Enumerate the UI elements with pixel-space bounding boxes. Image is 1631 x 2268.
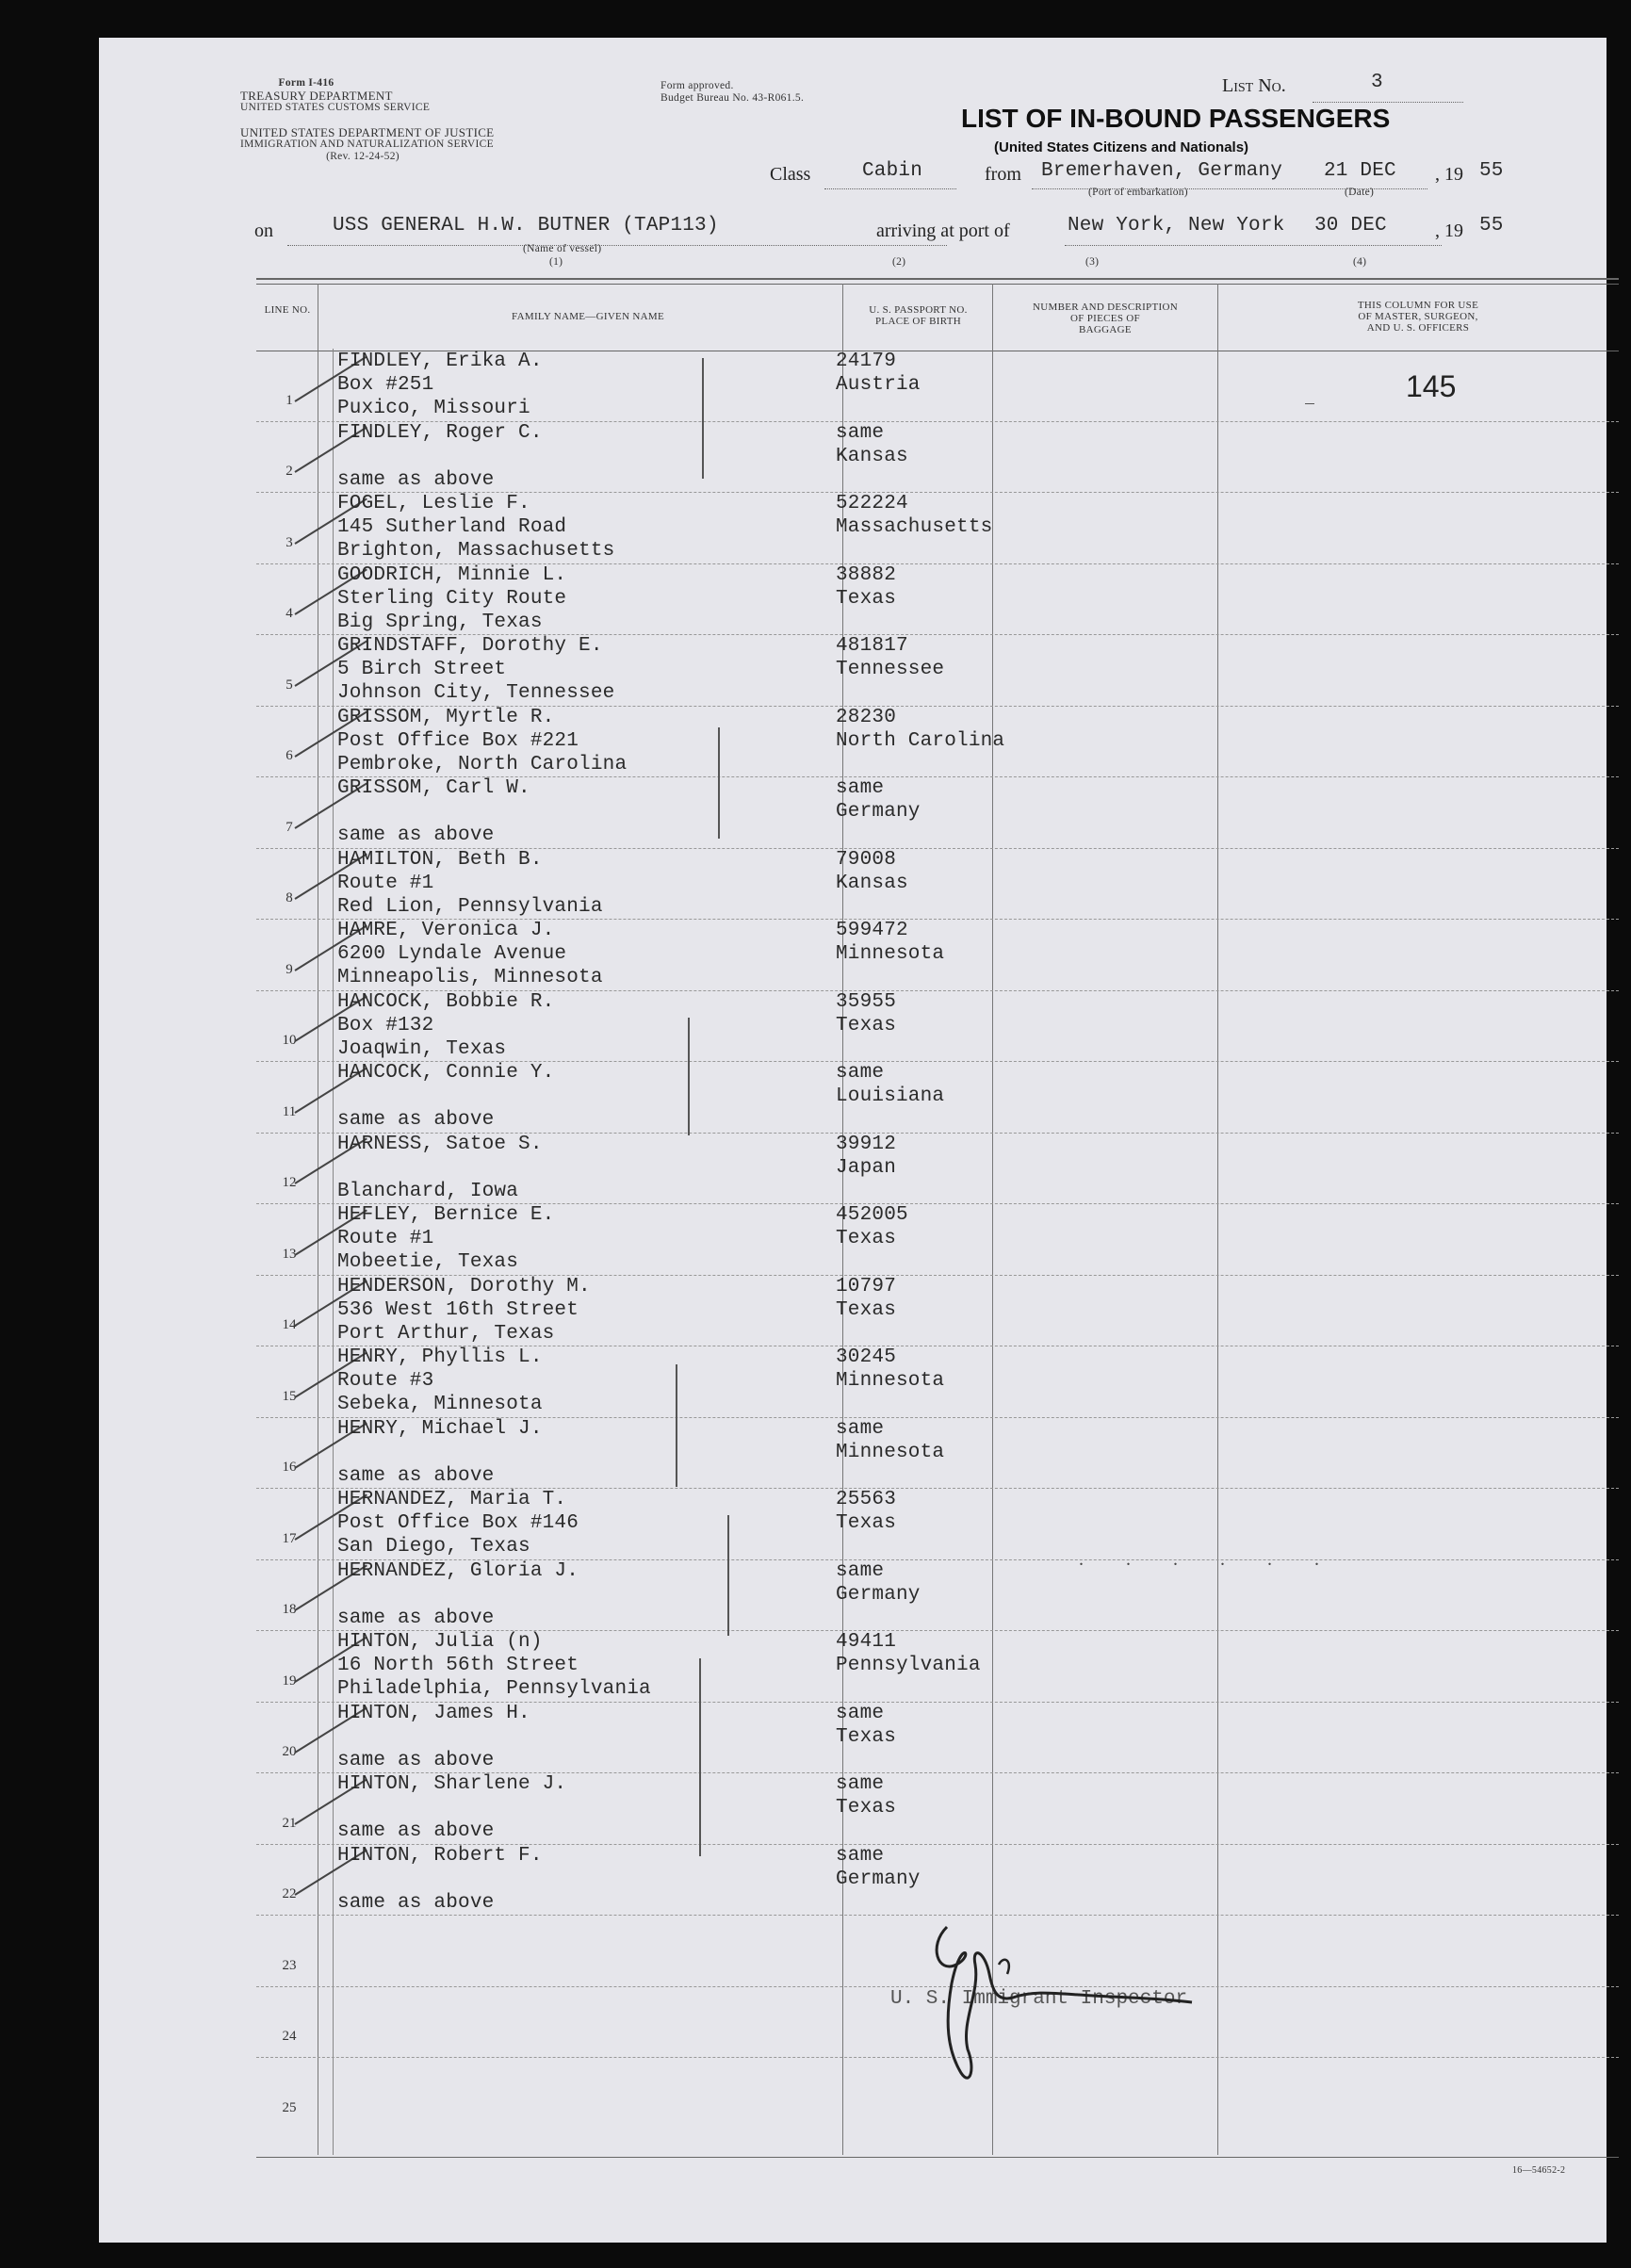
name-line-1: HANCOCK, Bobbie R. <box>337 990 555 1013</box>
passport-number: same <box>836 1702 885 1724</box>
justice-label: UNITED STATES DEPARTMENT OF JUSTICE <box>240 125 495 139</box>
arrive-date-value: 30 DEC <box>1314 215 1387 237</box>
table-row <box>99 634 1607 706</box>
year-prefix: , 19 <box>1435 164 1463 185</box>
passport-number: 452005 <box>836 1204 908 1226</box>
name-line-3: Mobeetie, Texas <box>337 1251 519 1273</box>
passport-number: same <box>836 1844 885 1867</box>
line-number: 20 <box>282 1744 297 1759</box>
place-of-birth: Germany <box>836 1868 921 1890</box>
name-line-1: HINTON, Sharlene J. <box>337 1773 567 1795</box>
col-header-line-no: LINE NO. <box>264 304 311 316</box>
passport-number: 30245 <box>836 1346 897 1368</box>
table-row <box>99 1986 1607 2058</box>
passport-number: same <box>836 1417 885 1440</box>
name-line-3: Red Lion, Pennsylvania <box>337 895 603 918</box>
table-row <box>99 492 1607 563</box>
line-number: 5 <box>285 677 293 693</box>
family-bracket <box>676 1364 677 1487</box>
inspector-signature <box>909 1908 1220 2119</box>
place-of-birth: Texas <box>836 1014 897 1036</box>
name-line-1: HERNANDEZ, Gloria J. <box>337 1559 579 1582</box>
place-of-birth: Minnesota <box>836 943 945 965</box>
name-line-2: Post Office Box #146 <box>337 1512 579 1534</box>
budget-bureau: Budget Bureau No. 43-R061.5. <box>661 92 805 104</box>
family-bracket <box>702 358 704 479</box>
name-line-2: 145 Sutherland Road <box>337 516 567 538</box>
manifest-page <box>99 38 1607 2243</box>
passport-number: 35955 <box>836 990 897 1013</box>
col-header-officer-2: OF MASTER, SURGEON, <box>1358 311 1478 322</box>
name-line-1: HINTON, Julia (n) <box>337 1631 543 1653</box>
name-line-1: FINDLEY, Erika A. <box>337 351 543 372</box>
col-header-baggage-3: BAGGAGE <box>1079 324 1132 335</box>
agency-block <box>240 77 431 114</box>
arrive-year-prefix: , 19 <box>1435 220 1463 241</box>
passport-number: 481817 <box>836 635 908 657</box>
passport-number: 79008 <box>836 848 897 871</box>
passport-number: 599472 <box>836 920 908 941</box>
name-line-2: Post Office Box #221 <box>337 729 579 752</box>
line-number: 4 <box>285 606 293 621</box>
header-rule <box>256 284 1619 285</box>
place-of-birth: Texas <box>836 1298 897 1321</box>
name-line-2: 5 Birch Street <box>337 659 507 680</box>
table-row <box>99 1702 1607 1773</box>
passport-number: 522224 <box>836 493 908 514</box>
line-number: 8 <box>285 890 293 906</box>
table-row <box>99 990 1607 1062</box>
line-number: 17 <box>282 1530 297 1546</box>
name-line-1: GRISSOM, Carl W. <box>337 777 530 799</box>
col-header-passport-1: U. S. PASSPORT NO. <box>869 304 968 316</box>
passport-number: same <box>836 1062 885 1084</box>
name-line-3: same as above <box>337 1749 495 1771</box>
justice-block <box>240 125 495 163</box>
line-number: 22 <box>282 1886 297 1901</box>
family-bracket <box>727 1515 729 1636</box>
place-of-birth: Tennessee <box>836 659 945 680</box>
name-line-3: same as above <box>337 1464 495 1487</box>
name-line-3: same as above <box>337 1109 495 1131</box>
passport-number: 25563 <box>836 1489 897 1510</box>
form-number: Form I-416 <box>278 77 334 89</box>
name-line-3: same as above <box>337 1891 495 1914</box>
line-number: 14 <box>282 1317 297 1332</box>
table-row <box>99 1133 1607 1204</box>
table-row <box>99 1915 1607 1986</box>
name-line-1: HINTON, Robert F. <box>337 1844 543 1867</box>
place-of-birth: Texas <box>836 1228 897 1249</box>
place-of-birth: Minnesota <box>836 1370 945 1392</box>
name-line-1: FOGEL, Leslie F. <box>337 493 530 514</box>
class-label: Class <box>770 164 811 185</box>
name-line-3: Big Spring, Texas <box>337 611 543 633</box>
place-of-birth: North Carolina <box>836 729 1005 752</box>
form-approved: Form approved. <box>661 80 734 91</box>
line-number: 11 <box>282 1103 297 1119</box>
from-value: Bremerhaven, Germany <box>1041 160 1283 182</box>
page-title: LIST OF IN-BOUND PASSENGERS <box>961 104 1391 133</box>
table-row <box>99 1772 1607 1844</box>
line-number: 18 <box>282 1602 297 1617</box>
table-row <box>99 1417 1607 1489</box>
table-row <box>99 848 1607 920</box>
from-label: from <box>985 164 1021 185</box>
arriving-label: arriving at port of <box>876 220 1010 241</box>
name-line-1: HERNANDEZ, Maria T. <box>337 1489 567 1510</box>
name-line-1: FINDLEY, Roger C. <box>337 421 543 444</box>
col-header-passport-2: PLACE OF BIRTH <box>875 316 961 327</box>
line-number: 10 <box>282 1033 297 1048</box>
name-line-2: 6200 Lyndale Avenue <box>337 943 567 965</box>
year-value: 55 <box>1479 160 1504 182</box>
passport-number: 39912 <box>836 1133 897 1155</box>
name-line-2: Box #132 <box>337 1014 434 1036</box>
name-line-3: Johnson City, Tennessee <box>337 682 615 704</box>
name-line-1: HAMRE, Veronica J. <box>337 920 555 941</box>
passport-number: same <box>836 1559 885 1582</box>
name-line-3: Philadelphia, Pennsylvania <box>337 1678 651 1700</box>
line-number: 9 <box>285 961 293 977</box>
line-number: 13 <box>282 1246 297 1262</box>
table-row <box>99 563 1607 635</box>
place-of-birth: Texas <box>836 587 897 610</box>
line-number: 6 <box>285 748 293 763</box>
name-line-3: same as above <box>337 1820 495 1842</box>
passport-number: 28230 <box>836 706 897 728</box>
name-line-3: Puxico, Missouri <box>337 398 530 419</box>
line-number: 1 <box>285 392 293 408</box>
passport-number: same <box>836 777 885 799</box>
name-line-2: 536 West 16th Street <box>337 1298 579 1321</box>
name-line-1: GRINDSTAFF, Dorothy E. <box>337 635 603 657</box>
caption-2: (2) <box>892 256 906 268</box>
col-header-baggage-1: NUMBER AND DESCRIPTION <box>1033 302 1178 313</box>
officer-note: 145 <box>1406 369 1457 403</box>
name-line-3: same as above <box>337 824 495 846</box>
line-number: 21 <box>282 1815 297 1831</box>
date-value: 21 DEC <box>1324 160 1396 182</box>
col-header-officer <box>1220 300 1616 334</box>
name-line-2: Sterling City Route <box>337 587 567 610</box>
caption-4: (4) <box>1353 256 1367 268</box>
family-bracket <box>718 727 720 839</box>
place-of-birth: Austria <box>836 374 921 396</box>
name-line-3: Pembroke, North Carolina <box>337 753 628 775</box>
name-line-1: HARNESS, Satoe S. <box>337 1133 543 1155</box>
passport-number: same <box>836 1773 885 1795</box>
line-number: 7 <box>285 819 293 835</box>
name-line-1: HINTON, James H. <box>337 1702 530 1724</box>
passport-number: same <box>836 421 885 444</box>
caption-1: (1) <box>549 256 563 268</box>
place-of-birth: Germany <box>836 801 921 823</box>
list-no-value: 3 <box>1371 72 1383 93</box>
col-header-officer-3: AND U. S. OFFICERS <box>1366 322 1470 334</box>
line-number: 2 <box>285 464 293 479</box>
passport-number: 24179 <box>836 351 897 372</box>
passport-number: 38882 <box>836 563 897 586</box>
name-line-2: Box #251 <box>337 374 434 396</box>
on-label: on <box>254 220 273 241</box>
line-number: 15 <box>282 1388 297 1404</box>
passport-number: 10797 <box>836 1275 897 1297</box>
col-header-passport <box>845 304 991 327</box>
name-line-2: Route #1 <box>337 1228 434 1249</box>
name-line-2: 16 North 56th Street <box>337 1655 579 1676</box>
col-header-officer-1: THIS COLUMN FOR USE <box>1357 300 1479 311</box>
date-caption: (Date) <box>1345 187 1375 198</box>
line-number: 3 <box>285 534 293 550</box>
col-header-baggage-2: OF PIECES OF <box>1070 313 1140 324</box>
passport-number: 49411 <box>836 1631 897 1653</box>
place-of-birth: Kansas <box>836 872 908 894</box>
table-row <box>99 1559 1607 1631</box>
col-header-name: FAMILY NAME—GIVEN NAME <box>512 311 664 322</box>
approval-block <box>661 80 804 105</box>
name-line-3: same as above <box>337 1607 495 1629</box>
table-row <box>99 1488 1607 1559</box>
name-line-1: HENDERSON, Dorothy M. <box>337 1275 591 1297</box>
name-line-3: Port Arthur, Texas <box>337 1322 555 1345</box>
line-number: 16 <box>282 1460 297 1475</box>
name-line-3: same as above <box>337 468 495 491</box>
place-of-birth: Massachusetts <box>836 516 993 538</box>
inspector-stamp: U. S. Immigrant Inspector <box>890 1988 1188 2010</box>
footer-code: 16—54652-2 <box>1512 2165 1566 2176</box>
table-row <box>99 776 1607 848</box>
table-row <box>99 1844 1607 1916</box>
table-row <box>99 919 1607 990</box>
name-line-2: Route #3 <box>337 1370 434 1392</box>
stray-dots: . . . . . . <box>1079 1549 1338 1570</box>
place-of-birth: Kansas <box>836 445 908 467</box>
signature-mark <box>909 1908 1220 2115</box>
table-row <box>99 1630 1607 1702</box>
place-of-birth: Texas <box>836 1725 897 1748</box>
table-row <box>99 1203 1607 1275</box>
place-of-birth: Minnesota <box>836 1441 945 1463</box>
arrive-port-value: New York, New York <box>1068 215 1285 237</box>
col-header-baggage <box>994 302 1216 335</box>
name-line-2: Route #1 <box>337 872 434 894</box>
table-row <box>99 421 1607 493</box>
name-line-1: HEFLEY, Bernice E. <box>337 1204 555 1226</box>
vessel-value: USS GENERAL H.W. BUTNER (TAP113) <box>333 215 719 237</box>
treasury-label: TREASURY DEPARTMENT <box>240 89 393 103</box>
class-value: Cabin <box>862 160 923 182</box>
line-number: 19 <box>282 1672 297 1689</box>
name-line-1: GRISSOM, Myrtle R. <box>337 706 555 728</box>
list-no-line <box>1313 73 1463 103</box>
name-line-3: Brighton, Massachusetts <box>337 540 615 562</box>
caption-3: (3) <box>1085 256 1100 268</box>
family-bracket <box>688 1018 690 1135</box>
place-of-birth: Texas <box>836 1512 897 1534</box>
table-row <box>99 1061 1607 1133</box>
list-no-label: List No. <box>1222 75 1286 96</box>
line-number: 12 <box>282 1175 297 1190</box>
name-line-1: GOODRICH, Minnie L. <box>337 563 567 586</box>
line-number: 25 <box>282 2099 297 2115</box>
port-caption: (Port of embarkation) <box>1088 187 1188 198</box>
table-row <box>99 1346 1607 1417</box>
ins-label: IMMIGRATION AND NATURALIZATION SERVICE <box>240 139 494 150</box>
name-line-3: Sebeka, Minnesota <box>337 1394 543 1415</box>
line-number: 24 <box>282 2029 297 2044</box>
name-line-3: Minneapolis, Minnesota <box>337 967 603 988</box>
arrive-year-value: 55 <box>1479 215 1504 237</box>
line-number: 23 <box>282 1957 297 1973</box>
name-line-1: HENRY, Michael J. <box>337 1417 543 1440</box>
table-row <box>99 1275 1607 1346</box>
place-of-birth: Japan <box>836 1156 897 1179</box>
place-of-birth: Louisiana <box>836 1085 945 1107</box>
place-of-birth: Germany <box>836 1583 921 1606</box>
name-line-1: HANCOCK, Connie Y. <box>337 1062 555 1084</box>
table-row <box>99 706 1607 777</box>
page-subtitle: (United States Citizens and Nationals) <box>994 139 1249 155</box>
name-line-3: Joaqwin, Texas <box>337 1037 507 1060</box>
place-of-birth: Texas <box>836 1797 897 1819</box>
vessel-caption: (Name of vessel) <box>523 243 602 254</box>
name-line-1: HENRY, Phyllis L. <box>337 1346 543 1368</box>
name-line-1: HAMILTON, Beth B. <box>337 848 543 871</box>
table-row <box>99 350 1607 421</box>
family-bracket <box>699 1658 701 1856</box>
customs-label: UNITED STATES CUSTOMS SERVICE <box>240 102 431 113</box>
name-line-3: San Diego, Texas <box>337 1536 530 1558</box>
table-row <box>99 2057 1607 2129</box>
name-line-3: Blanchard, Iowa <box>337 1180 519 1202</box>
revision-label: (Rev. 12-24-52) <box>326 151 400 162</box>
place-of-birth: Pennsylvania <box>836 1655 981 1676</box>
